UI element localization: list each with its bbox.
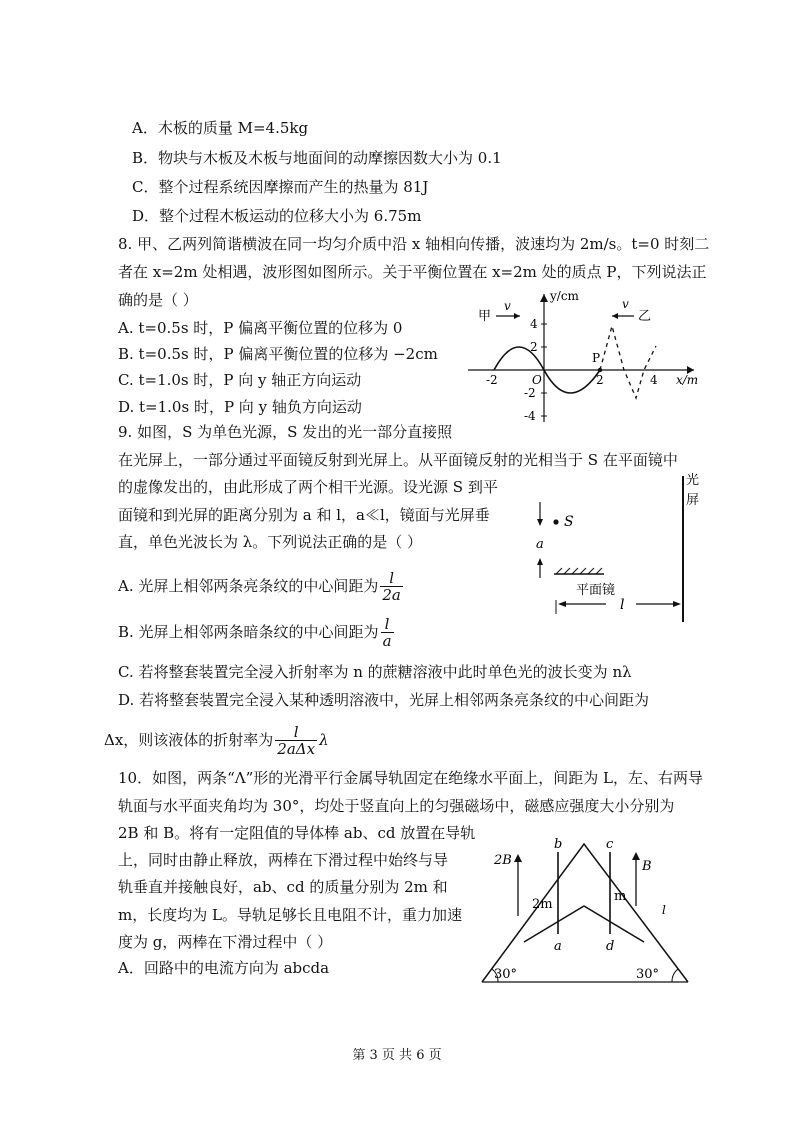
lambda-symbol: λ [319,731,329,749]
source-label: S [564,514,574,530]
q7-option-d: D．整个过程木板运动的位移大小为 6.75m [132,207,422,225]
q9-option-b-fraction [381,616,394,650]
mass-right-label: m [614,889,627,904]
field-right-label: B [642,859,652,874]
label-a: a [554,939,562,954]
fraction-numerator: l [293,723,299,741]
fraction-denominator: 2aΔx [277,740,316,758]
q9-option-d-line1: D. 若将整套装置完全浸入某种透明溶液中，光屏上相邻两条亮条纹的中心间距为 [118,691,650,709]
label-c: c [606,837,614,852]
point-p-label: P [592,351,601,365]
q10-stem-line3: 2B 和 B。将有一定阻值的导体棒 ab、cd 放置在导轨 [118,824,476,842]
q10-stem-line2: 轨面与水平面夹角均为 30°，均处于竖直向上的匀强磁场中，磁感应强度大小分别为 [118,797,675,815]
q9-option-a [118,566,405,606]
q9-stem-line4: 面镜和到光屏的距离分别为 a 和 l，a≪l，镜面与光屏垂 [118,506,490,524]
x-tick-origin: O [532,373,542,387]
y-tick-neg4: -4 [524,409,536,423]
q10-option-a: A．回路中的电流方向为 abcda [118,959,330,977]
q9-option-d-line2 [104,720,329,760]
label-d: d [606,939,615,954]
q7-option-b: B．物块与木板及木板与地面间的动摩擦因数大小为 0.1 [132,149,502,167]
distance-l-label: l [620,597,625,613]
wave-yi-label: 乙 [638,309,652,324]
q9-stem-line3: 的虚像发出的，由此形成了两个相干光源。设光源 S 到平 [118,478,498,496]
wave-yi [600,326,656,398]
y-tick-2: 2 [530,340,538,354]
q9-option-c: C. 若将整套装置完全浸入折射率为 n 的蔗糖溶液中此时单色光的波长变为 nλ [118,663,632,681]
page-footer: 第 3 页 共 6 页 [352,1048,442,1063]
mirror-label: 平面镜 [576,583,616,598]
q7-option-a: A．木板的质量 M=4.5kg [132,119,309,137]
q8-option-d: D. t=1.0s 时，P 向 y 轴负方向运动 [118,398,362,416]
q10-stem-line7: 度为 g，两棒在下滑过程中（ ） [118,933,333,951]
x-tick-neg2: -2 [486,373,498,387]
q8-option-c: C. t=1.0s 时，P 向 y 轴正方向运动 [118,371,362,389]
fraction-numerator: l [384,615,390,633]
q9-optics-figure [526,468,716,630]
wave-yi-velocity: v [622,297,629,311]
field-left-label: 2B [494,853,512,868]
screen-label-2: 屏 [686,493,700,508]
x-tick-2: 2 [596,373,604,387]
fraction-numerator: l [389,569,395,587]
outer-rail [482,844,688,982]
q10-rail-figure [478,832,692,988]
q8-option-a: A. t=0.5s 时，P 偏离平衡位置的位移为 0 [118,319,403,337]
q8-stem-line3: 确的是（ ） [118,291,198,309]
q9-option-a-fraction [380,570,403,604]
y-tick-neg2: -2 [524,386,536,400]
label-l: l [662,903,666,917]
q9-option-b-text: B. 光屏上相邻两条暗条纹的中心间距为 [118,623,379,641]
wave-jia-label: 甲 [478,309,492,324]
light-source [553,519,558,524]
point-p [598,368,602,372]
y-tick-4: 4 [530,317,538,331]
x-tick-4: 4 [650,373,658,387]
q9-stem-line1: 9. 如图，S 为单色光源，S 发出的光一部分直接照 [118,423,453,441]
q10-stem-line4: 上，同时由静止释放，两棒在下滑过程中始终与导 [118,851,449,869]
q10-stem-line5: 轨垂直并接触良好，ab、cd 的质量分别为 2m 和 [118,878,448,896]
screen-label-1: 光 [686,473,700,488]
angle-right-label: 30° [636,967,660,982]
q10-stem-line6: m，长度均为 L。导轨足够长且电阻不计，重力加速 [118,906,462,924]
q8-option-b: B. t=0.5s 时，P 偏离平衡位置的位移为 −2cm [118,345,438,363]
q8-stem-line2: 者在 x=2m 处相遇，波形图如图所示。关于平衡位置在 x=2m 处的质点 P，下列说法正 [118,263,707,281]
q9-option-d-fraction [275,724,317,758]
q10-stem-line1: 10．如图，两条“Λ”形的光滑平行金属导轨固定在绝缘水平面上，间距为 L，左、右两导 [118,769,703,787]
mass-left-label: 2m [532,897,553,912]
q7-option-c: C．整个过程系统因摩擦而产生的热量为 81J [132,178,429,196]
y-axis-label: y/cm [550,289,579,303]
q8-stem-line1: 8. 甲、乙两列简谐横波在同一均匀介质中沿 x 轴相向传播，波速均为 2m/s。t=0 时刻二 [118,235,710,253]
label-b: b [554,837,563,852]
distance-a-label: a [536,537,544,552]
fraction-denominator: 2a [382,586,401,604]
q9-option-a-text: A. 光屏上相邻两条亮条纹的中心间距为 [118,577,379,595]
q9-option-b [118,612,396,652]
angle-left-label: 30° [494,967,518,982]
mirror-hatch [556,568,602,574]
q9-stem-line5: 直，单色光波长为 λ。下列说法正确的是（ ） [118,533,423,551]
q9-option-d-text: Δx，则该液体的折射率为 [104,731,274,749]
q9-stem-line2: 在光屏上，一部分通过平面镜反射到光屏上。从平面镜反射的光相当于 S 在平面镜中 [118,451,678,469]
angle-arc-right [672,969,678,982]
x-axis-label: x/m [676,373,699,387]
fraction-denominator: a [382,632,392,650]
q8-wave-figure [462,286,702,424]
wave-jia-velocity: v [504,299,511,313]
